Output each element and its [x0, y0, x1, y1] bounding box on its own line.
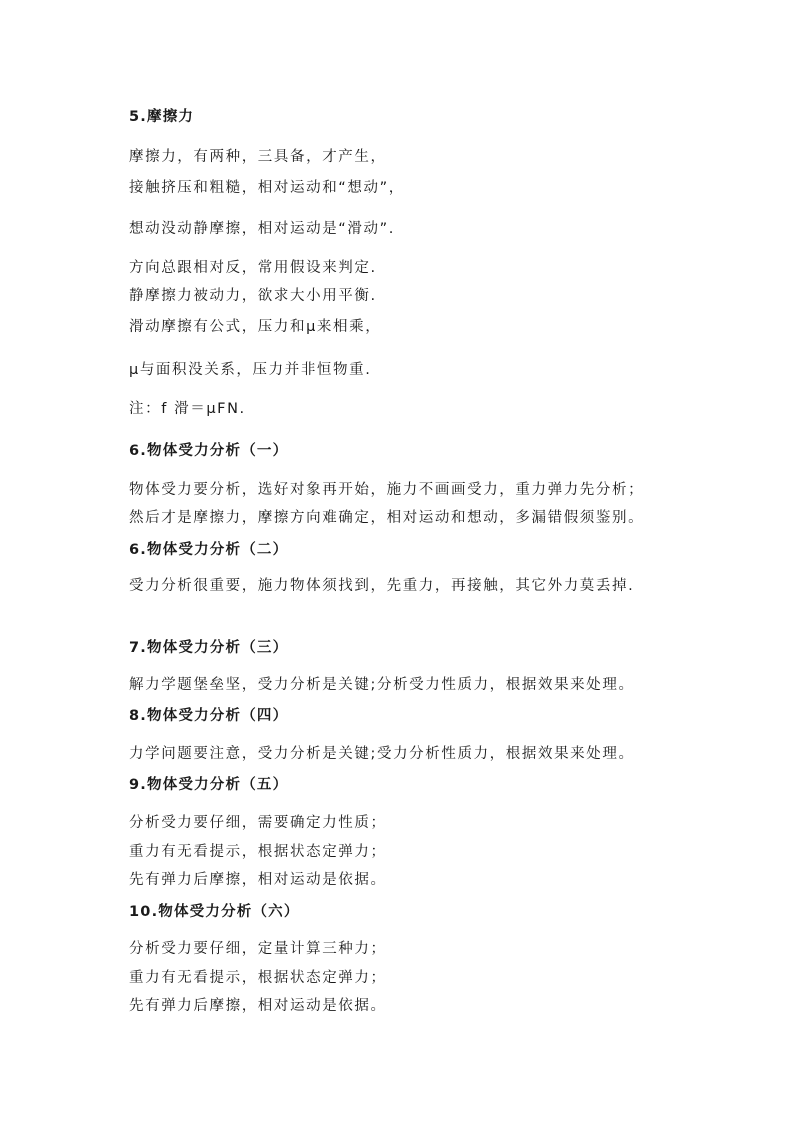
section-heading-force-analysis-2: 6.物体受力分析（二）: [129, 542, 289, 558]
text-line: 重力有无看提示，根据状态定弹力；: [129, 844, 387, 860]
text-line: 想动没动静摩擦，相对运动是“滑动”.: [129, 221, 395, 237]
text-line: 方向总跟相对反，常用假设来判定.: [129, 260, 377, 276]
text-line: μ与面积没关系，压力并非恒物重.: [129, 362, 372, 378]
text-line: 先有弹力后摩擦，相对运动是依据。: [129, 872, 387, 888]
text-line: 接触挤压和粗糙，相对运动和“想动”，: [129, 180, 405, 196]
text-line: 静摩擦力被动力，欲求大小用平衡.: [129, 288, 377, 304]
text-line: 先有弹力后摩擦，相对运动是依据。: [129, 998, 387, 1014]
text-line: 物体受力要分析，选好对象再开始，施力不画画受力，重力弹力先分析；: [129, 482, 645, 498]
section-heading-friction: 5.摩擦力: [129, 109, 195, 125]
text-line: 滑动摩擦有公式，压力和μ来相乘，: [129, 319, 382, 335]
section-heading-force-analysis-6: 10.物体受力分析（六）: [129, 904, 300, 920]
text-line: 摩擦力，有两种，三具备，才产生，: [129, 149, 387, 165]
section-heading-force-analysis-3: 7.物体受力分析（三）: [129, 640, 289, 656]
text-line: 分析受力要仔细，定量计算三种力；: [129, 941, 387, 957]
text-paragraph: 受力分析很重要，施力物体须找到，先重力，再接触，其它外力莫丢掉.: [129, 578, 635, 594]
text-line: 分析受力要仔细，需要确定力性质；: [129, 815, 387, 831]
section-heading-force-analysis-1: 6.物体受力分析（一）: [129, 443, 289, 459]
note-formula: 注：f 滑＝μFN.: [129, 401, 246, 417]
section-heading-force-analysis-5: 9.物体受力分析（五）: [129, 777, 289, 793]
text-line: 力学问题要注意，受力分析是关键;受力分析性质力，根据效果来处理。: [129, 746, 635, 762]
text-line: 解力学题堡垒坚，受力分析是关键;分析受力性质力，根据效果来处理。: [129, 677, 635, 693]
text-line: 然后才是摩擦力，摩擦方向难确定，相对运动和想动，多漏错假须鉴别。: [129, 510, 645, 526]
section-heading-force-analysis-4: 8.物体受力分析（四）: [129, 708, 289, 724]
text-line: 重力有无看提示，根据状态定弹力；: [129, 970, 387, 986]
